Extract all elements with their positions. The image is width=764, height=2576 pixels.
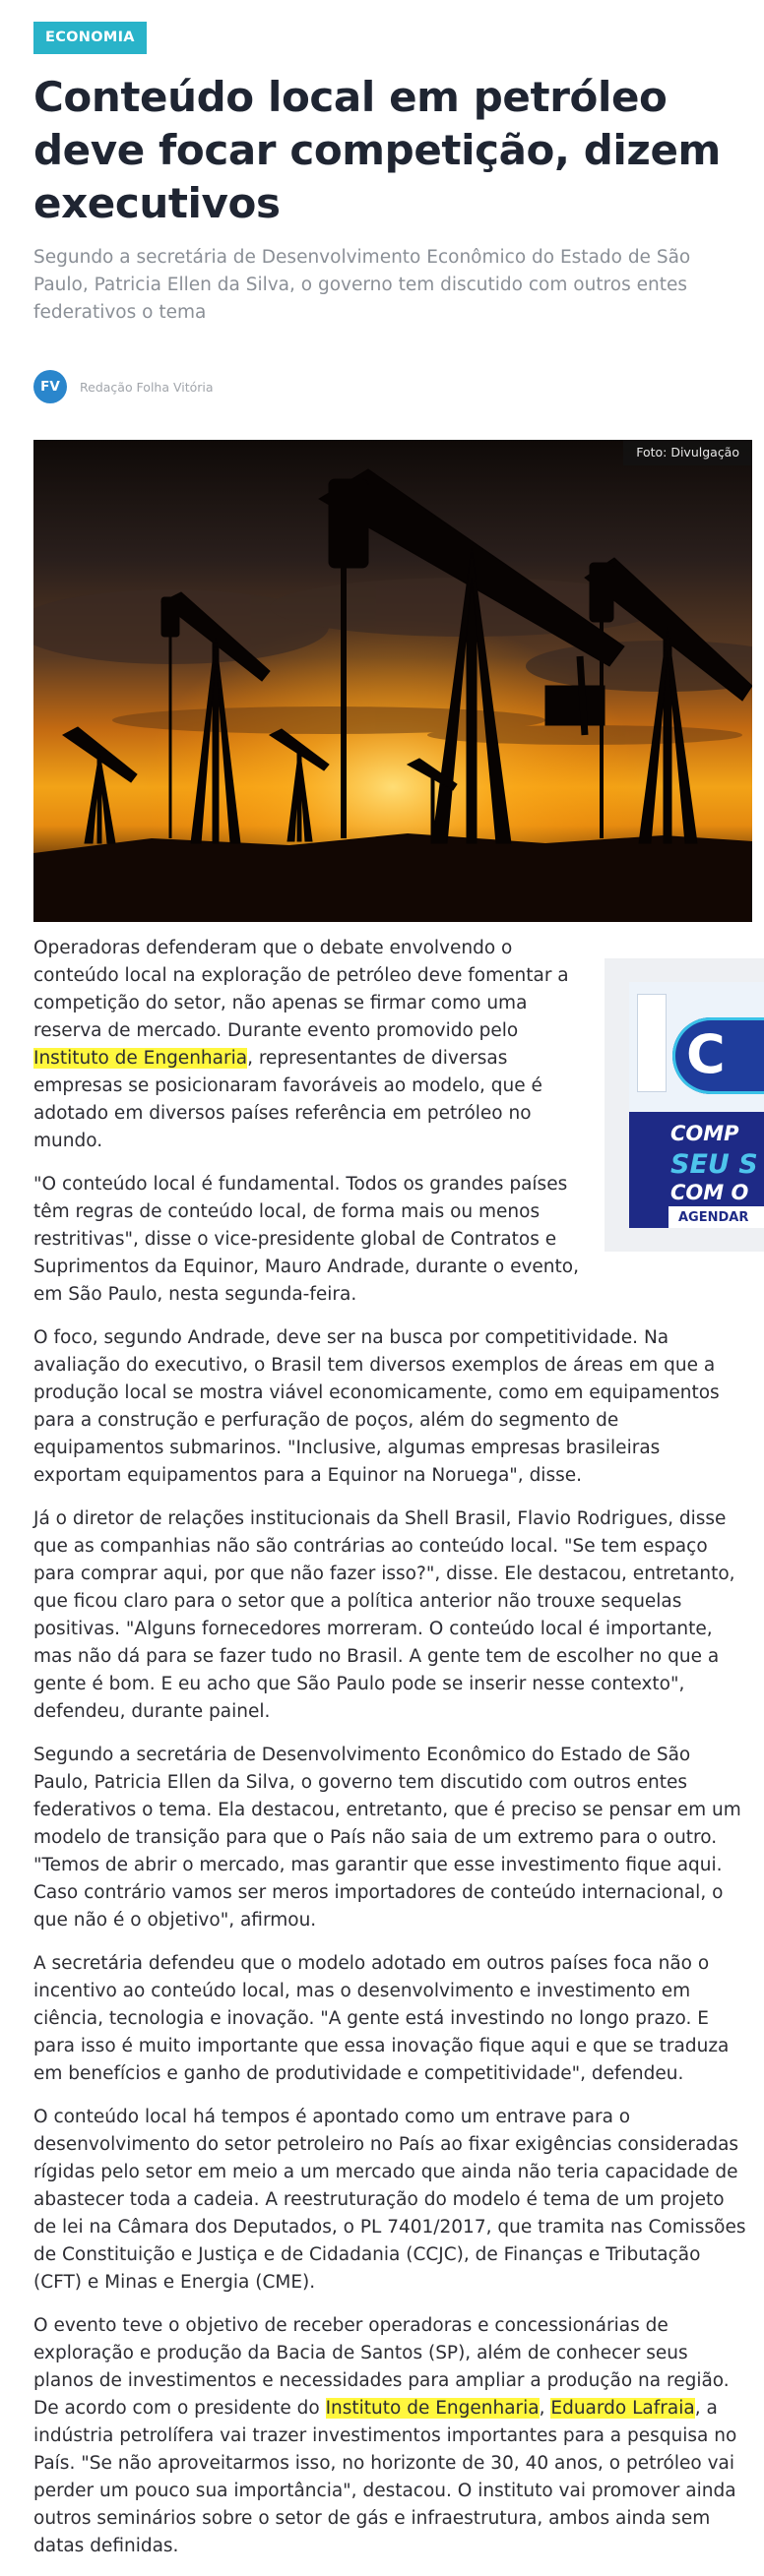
author-name[interactable]: Redação Folha Vitória [80, 379, 214, 395]
body-paragraph-7: O conteúdo local há tempos é apontado como um entrave para o desenvolvimento do setor petroleiro no País ao fixar exigências consideradas rígidas pelo setor em meio a um mercado que ainda não teria capacidade de abastecer toda a cadeia. A reestruturação do modelo é tema de um projeto de lei na Câmara dos Deputados, o PL 7401/2017, que tramita nas Comissões de Constituição e Justiça e de Cidadania (CCJC), de Finanças e Tributação (CFT) e Minas e Energia (CME). [33, 2107, 746, 2293]
ad-headline-3: COM O [670, 1181, 749, 1204]
body-paragraph-8 [33, 2312, 750, 2560]
body-paragraph-4: Já o diretor de relações institucionais da Shell Brasil, Flavio Rodrigues, disse que as companhias não são contrárias ao conteúdo local. "Se tem espaço para comprar aqui, por que não fazer isso?", disse. Ele destacou, entretanto, que ficou claro para o setor que a política anterior não trouxe sequelas positivas. "Alguns fornecedores morreram. O conteúdo local é importante, mas não dá para se fazer tudo no Brasil. A gente tem de escolher no que a gente é bom. E eu acho que São Paulo pode se inserir nesse contexto", defendeu, durante painel. [33, 1508, 735, 1722]
body-paragraph-1 [33, 935, 581, 1155]
body-paragraph-3: O foco, segundo Andrade, deve ser na busca por competitividade. Na avaliação do executivo, o Brasil tem diversos exemplos de áreas em que a produção local se mostra viável economicamente, como em equipamentos para a construção e perfuração de poços, além do segmento de equipamentos submarinos. "Inclusive, algumas empresas brasileiras exportam equipamentos para a Equinor na Noruega", disse. [33, 1327, 720, 1486]
ad-headline-1: COMP [670, 1122, 739, 1145]
body-paragraph-2: "O conteúdo local é fundamental. Todos os grandes países têm regras de conteúdo local, de forma mais ou menos restritivas", disse o vice-presidente global de Contratos e Suprimentos da Equinor, Mauro Andrade, durante o evento, em São Paulo, nesta segunda-feira. [33, 1174, 579, 1305]
category-tag[interactable]: ECONOMIA [33, 22, 147, 54]
paragraph-text: Operadoras defenderam que o debate envolvendo o conteúdo local na exploração de petróleo deve fomentar a competição do setor, não apenas se firmar como uma reserva de mercado. Durante evento promovido pelo [33, 938, 569, 1041]
paragraph-separator: , [539, 2398, 551, 2419]
article-subtitle: Segundo a secretária de Desenvolvimento Econômico do Estado de São Paulo, Patricia Ellen da Silva, o governo tem discutido com outros entes federativos o tema [33, 247, 691, 323]
article-body [33, 935, 750, 2576]
paragraph-text: , representantes de diversas empresas se posicionaram favoráveis ao modelo, que é adotado em diversos países referência em petróleo no mundo. [33, 1048, 542, 1151]
body-paragraph-5: Segundo a secretária de Desenvolvimento Econômico do Estado de São Paulo, Patricia Ellen da Silva, o governo tem discutido com outros entes federativos o tema. Ela destacou, entretanto, que é preciso se pensar em um modelo de transição para que o País não saia de um extremo para o outro. "Temos de abrir o mercado, mas garantir que esse investimento fique aqui. Caso contrário vamos ser meros importadores de conteúdo internacional, o que não é o objetivo", afirmou. [33, 1745, 741, 1931]
highlight-link-lafraia[interactable]: Eduardo Lafraia [550, 2398, 695, 2419]
article-photo [33, 440, 752, 922]
ad-logo-letter: C [686, 1023, 726, 1085]
body-paragraph-6: A secretária defendeu que o modelo adotado em outros países foca não o incentivo ao conteúdo local, mas o desenvolvimento e investimento em ciência, tecnologia e inovação. "A gente está investindo no longo prazo. E para isso é muito importante que essa inovação fique aqui e que se traduza em benefícios e ganho de produtividade e competitividade", defendeu. [33, 1953, 730, 2084]
photo-credit: Foto: Divulgação [623, 440, 752, 465]
paragraph-text: O evento teve o objetivo de receber operadoras e concessionárias de exploração e produção da Bacia de Santos (SP), além de conhecer seus planos de investimentos e necessidades para ampliar a produção na região. De acordo com o presidente do [33, 2315, 730, 2419]
author-byline[interactable] [33, 369, 214, 404]
paragraph-text: , a indústria petrolífera vai trazer investimentos importantes para a pesquisa no País. "Se não aproveitarmos isso, no horizonte de 30, 40 anos, o petróleo vai perder um pouco sua importância", destacou. O instituto vai promover ainda outros seminários sobre o setor de gás e infraestrutura, ambos ainda sem datas definidas. [33, 2398, 737, 2556]
ad-cta-button[interactable]: AGENDAR [668, 1206, 764, 1228]
ad-headline-2: SEU S [670, 1149, 758, 1180]
highlight-link-instituto[interactable]: Instituto de Engenharia [33, 1048, 248, 1069]
author-avatar[interactable]: FV [33, 370, 67, 403]
article-title: Conteúdo local em petróleo deve focar competição, dizem executivos [33, 73, 721, 227]
oil-pumps-sunset-image [33, 440, 752, 922]
highlight-link-instituto[interactable]: Instituto de Engenharia [325, 2398, 540, 2419]
